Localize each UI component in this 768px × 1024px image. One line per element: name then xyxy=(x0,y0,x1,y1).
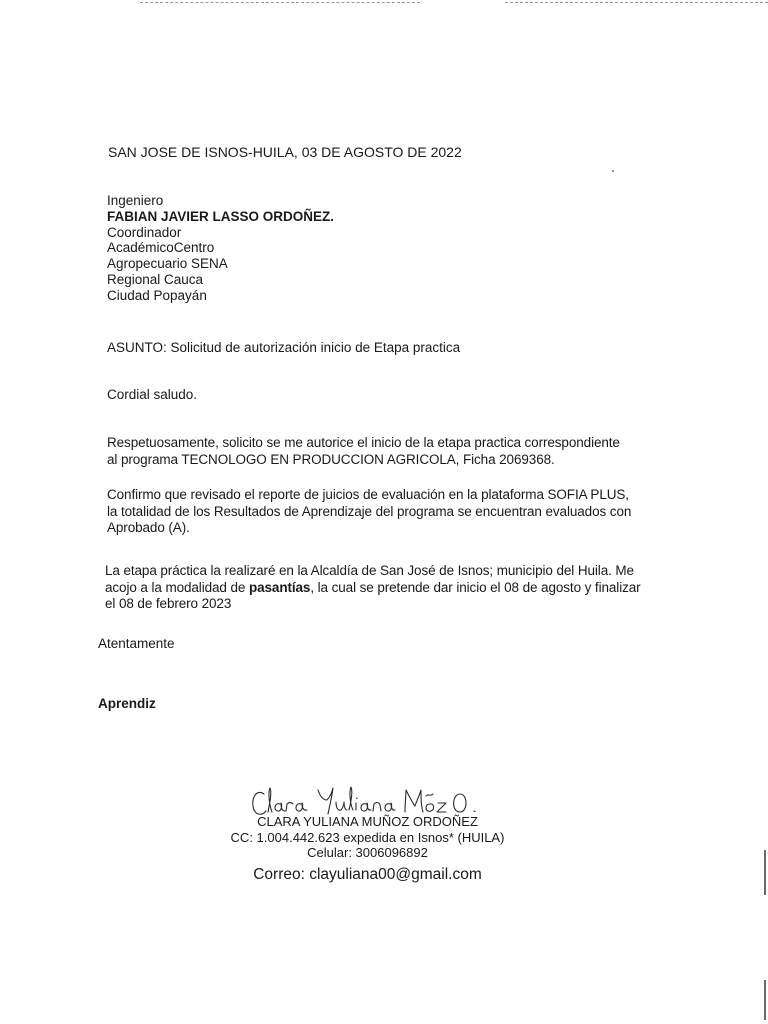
scan-border-top-left xyxy=(140,2,420,3)
letter-greeting: Cordial saludo. xyxy=(107,387,198,402)
body-paragraph-internship xyxy=(105,563,641,613)
signer-name: CLARA YULIANA MUÑOZ ORDOÑEZ xyxy=(257,814,478,829)
paragraph-line: Confirmo que revisado el reporte de juicios de evaluación en la plataforma SOFIA PLUS, xyxy=(107,487,629,502)
letter-closing: Atentamente xyxy=(98,636,175,651)
paragraph-text: , la cual se pretende dar inicio el 08 de agosto y finalizar xyxy=(310,579,641,595)
scan-border-top-right xyxy=(505,2,768,3)
letter-date-line: SAN JOSE DE ISNOS-HUILA, 03 DE AGOSTO DE 2022 xyxy=(108,144,462,160)
modality-emphasis: pasantías xyxy=(248,579,311,595)
paragraph-line: el 08 de febrero 2023 xyxy=(105,596,232,611)
recipient-region: Regional Cauca xyxy=(107,271,204,287)
signer-email: Correo: clayuliana00@gmail.com xyxy=(253,865,482,883)
paragraph-line: La etapa práctica la realizaré en la Alcaldía de San José de Isnos; municipio del Huila. Me xyxy=(105,563,634,578)
recipient-block xyxy=(107,193,334,304)
recipient-institution-line: Agropecuario SENA xyxy=(107,256,228,272)
recipient-name: FABIAN JAVIER LASSO ORDOÑEZ. xyxy=(107,208,335,224)
paragraph-line xyxy=(105,580,641,597)
recipient-title: Ingeniero xyxy=(107,193,164,208)
paragraph-line: la totalidad de los Resultados de Aprendizaje del programa se encuentran evaluados con xyxy=(107,503,632,519)
recipient-institution-line: AcadémicoCentro xyxy=(107,240,215,256)
scan-speck xyxy=(612,170,614,172)
scan-edge-mark xyxy=(764,980,766,1020)
letter-subject: ASUNTO: Solicitud de autorización inicio de Etapa practica xyxy=(107,340,461,355)
paragraph-line: Respetuosamente, solicito se me autorice el inicio de la etapa practica correspondiente xyxy=(107,435,620,450)
paragraph-line: Aprobado (A). xyxy=(107,520,190,535)
body-paragraph-confirmation xyxy=(107,487,631,537)
signer-phone: Celular: 3006096892 xyxy=(307,845,428,860)
body-paragraph-request xyxy=(107,435,620,468)
recipient-city: Ciudad Popayán xyxy=(107,287,207,303)
recipient-position: Coordinador xyxy=(107,224,182,240)
signer-role: Aprendiz xyxy=(98,696,156,711)
paragraph-text: acojo a la modalidad de xyxy=(105,579,249,595)
signer-id: CC: 1.004.442.623 expedida en Isnos* (HUILA) xyxy=(230,829,505,845)
signer-details xyxy=(200,814,535,886)
scan-edge-mark xyxy=(764,850,766,895)
paragraph-line: al programa TECNOLOGO EN PRODUCCION AGRICOLA, Ficha 2069368. xyxy=(107,451,555,467)
